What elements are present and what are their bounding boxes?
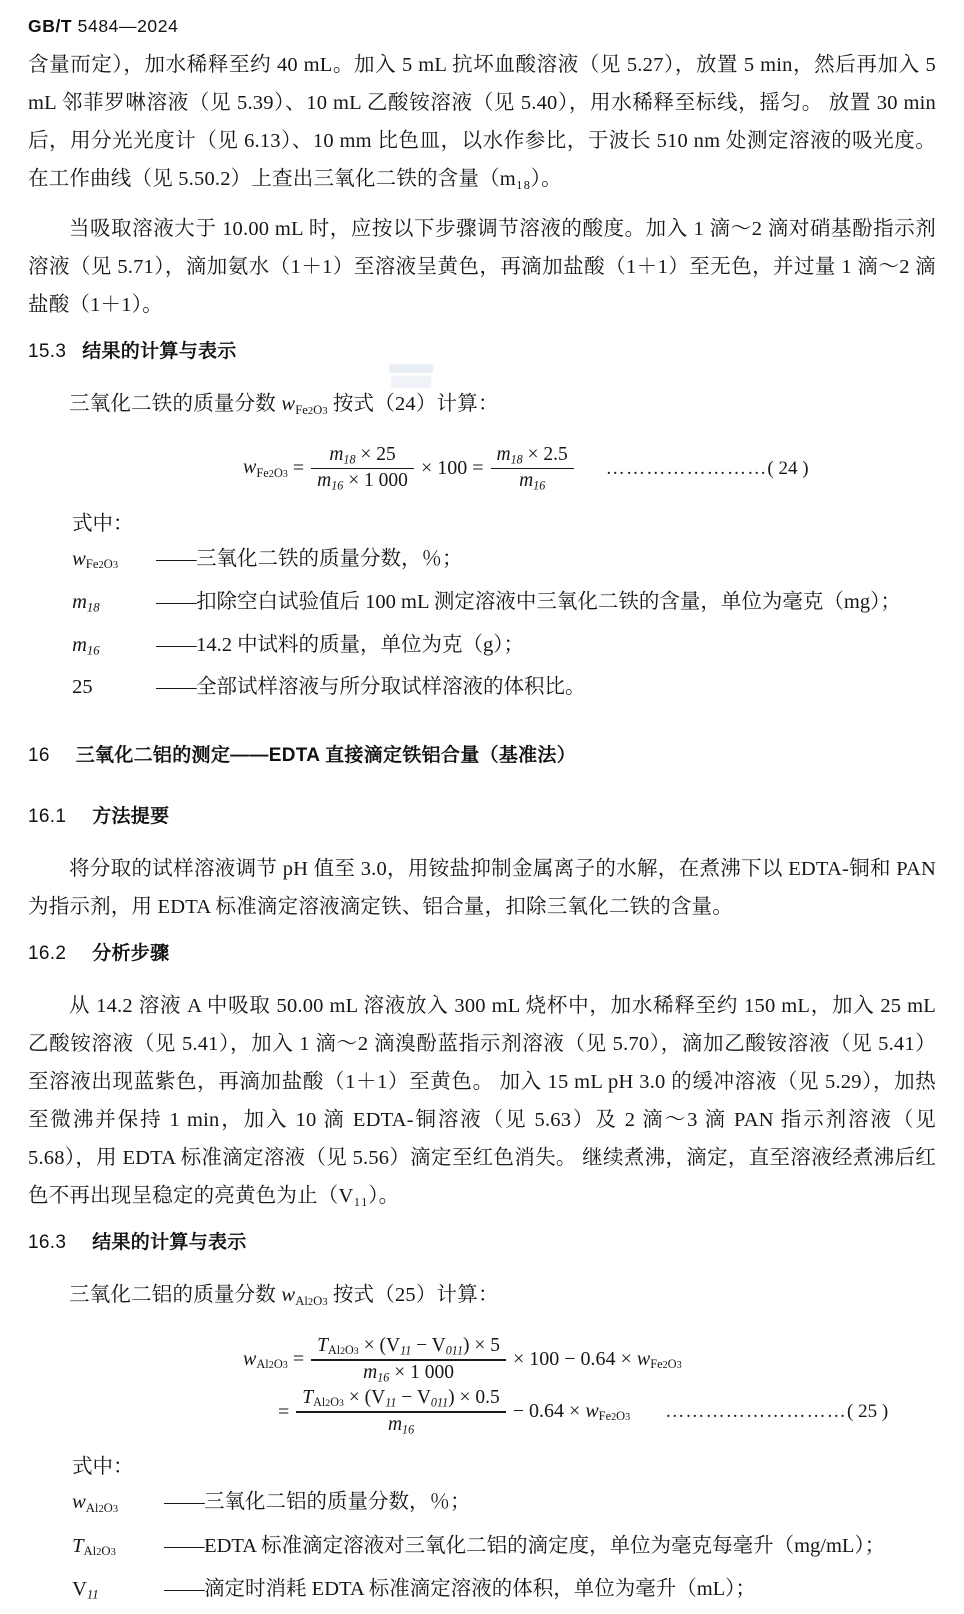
lead-in-suffix: 按式（24）计算： <box>327 393 499 415</box>
definition-dash: —— <box>156 633 197 656</box>
clause-number-16-2: 16.2 <box>28 943 67 965</box>
equation-24-mid-operator: × 100 = <box>420 457 484 480</box>
clause-number-16-1: 16.1 <box>28 806 67 828</box>
equals-sign: = <box>292 1348 305 1371</box>
standard-code: GB/T <box>28 16 73 36</box>
paragraph-16-2-text: 从 14.2 溶液 A 中吸取 50.00 mL 溶液放入 300 mL 烧杯中，加水稀释至约 150 mL，加入 25 mL 乙酸铵溶液（见 5.41），加入 1 滴～2 滴溴酚蓝指示剂溶液（见 5.70），滴加乙酸铵溶液（见 5.41）至溶液出现蓝紫色，再滴加盐酸（1＋1）至黄色。 加入 15 mL pH 3.0 的缓冲溶液（见 5.29），加热至微沸并保持 1 min，加入 10 滴 EDTA-铜溶液（见 5.63）及 2 滴～3 滴 PAN 指示剂溶液（见 5.68），用 EDTA 标准滴定溶液（见 5.56）滴定至红色消失。 继续煮沸，滴定，直至溶液经煮沸后红色不再出现呈稳定的亮黄色为止（V₁₁）。 <box>28 995 936 1208</box>
definition-text: 全部试样溶液与所分取试样溶液的体积比。 <box>196 676 586 699</box>
definition-dash: —— <box>156 547 197 570</box>
clause-heading-15-3 <box>28 336 936 363</box>
clause-title-16: 三氧化二铝的测定——EDTA 直接滴定铁铝合量（基准法） <box>75 745 577 767</box>
spacer <box>28 324 936 336</box>
spacer <box>28 706 936 740</box>
clause-title-15-3: 结果的计算与表示 <box>82 341 237 362</box>
equation-25-line-1-tail: × $100 - 0.64 \times w_{Fe2O3}$ <box>513 1347 682 1372</box>
where-label-25: 式中： <box>72 1456 134 1479</box>
definition-item <box>28 627 936 670</box>
spacer <box>28 495 936 507</box>
equals-sign: = <box>292 457 305 480</box>
fraction-denominator: $m_{16}$ <box>387 1413 415 1437</box>
definition-list-25 <box>28 1484 936 1614</box>
equation-25-lead-in <box>28 1276 936 1322</box>
clause-title-16-1: 方法提要 <box>92 806 170 828</box>
definition-dash: —— <box>156 676 197 699</box>
equation-24-fraction-2 <box>491 443 574 495</box>
definition-text: 滴定时消耗 EDTA 标准滴定溶液的体积，单位为毫升（mL）； <box>204 1578 756 1601</box>
fraction-numerator: $m_{18} \times 2.5$ <box>496 443 568 466</box>
spacer <box>28 1254 936 1276</box>
equation-24-leader-dots: …………………… <box>605 457 768 479</box>
equation-24-lhs: $w_{Fe2O3}$ <box>243 456 288 480</box>
equation-24 <box>28 443 936 495</box>
definition-item <box>28 1571 936 1614</box>
definition-item <box>28 669 936 706</box>
spacer <box>28 965 936 987</box>
definition-symbol: $m_{16}$ <box>72 633 100 658</box>
fraction-numerator: $T_{Al2O3} \times (V_{11} - V_{011}) \times 5$ <box>317 1334 500 1358</box>
page-header <box>28 0 936 46</box>
equation-24-number: ( 24 ) <box>767 457 809 479</box>
definition-text: 扣除空白试验值后 100 mL 测定溶液中三氧化二铁的含量，单位为毫克（mg）； <box>196 591 901 614</box>
definition-symbol: $w_{Al2O3}$ <box>72 1491 119 1515</box>
lead-in-prefix: 三氧化二铝的质量分数 <box>69 1284 282 1307</box>
clause-number-16-3: 16.3 <box>28 1232 67 1254</box>
spacer <box>28 1438 936 1450</box>
definition-symbol: $T_{Al2O3}$ <box>72 1534 116 1559</box>
symbol-w-al2o3: $w_{Al2O3}$ <box>281 1284 328 1308</box>
paragraph-16-2-body <box>28 987 936 1215</box>
paragraph-acidity-adjustment <box>28 210 936 324</box>
definition-symbol: $w_{Fe2O3}$ <box>72 547 119 572</box>
equation-25-leader-dots: ……………………… <box>665 1401 847 1423</box>
spacer <box>28 767 936 801</box>
spacer <box>28 198 936 210</box>
fraction-denominator: $m_{16}$ <box>519 470 546 493</box>
paragraph-acidity-text: 当吸取溶液大于 10.00 mL 时，应按以下步骤调节溶液的酸度。加入 1 滴～2 滴对硝基酚指示剂溶液（见 5.71），滴加氨水（1＋1）至溶液呈黄色，再滴加盐酸（1＋1）至无色，并过量 1 滴～2 滴盐酸（1＋1）。 <box>28 218 936 316</box>
paragraph-16-1-body <box>28 850 936 926</box>
clause-number-16: 16 <box>28 745 50 767</box>
definition-list-24 <box>28 541 936 707</box>
clause-number-15-3: 15.3 <box>28 341 67 362</box>
equation-25-line-2 <box>28 1386 936 1438</box>
spacer <box>28 828 936 850</box>
fraction-numerator: $T_{Al2O3} \times (V_{11} - V_{011}) \times 0.5$ <box>302 1387 500 1410</box>
paragraph-16-1-text: 将分取的试样溶液调节 pH 值至 3.0，用铵盐抑制金属离子的水解，在煮沸下以 EDTA-铜和 PAN 为指示剂，用 EDTA 标准滴定溶液滴定铁、铝合量，扣除三氧化二铁的含量。 <box>28 858 936 919</box>
definition-dash: —— <box>164 1578 205 1601</box>
equation-25-fraction-1 <box>311 1334 506 1386</box>
spacer <box>28 926 936 938</box>
definition-dash: —— <box>164 1491 205 1514</box>
equation-25-line-2-tail: − $0.64 \times w_{Fe2O3}$ <box>512 1399 631 1424</box>
definition-dash: —— <box>164 1534 205 1557</box>
equation-25-fraction-2 <box>296 1386 505 1438</box>
where-label-24: 式中： <box>72 512 134 535</box>
spacer <box>28 431 936 443</box>
definition-item <box>28 1528 936 1572</box>
equals-sign: = <box>278 1400 290 1423</box>
clause-heading-16-3 <box>28 1227 936 1254</box>
definition-symbol: $V_{11}$ <box>72 1578 99 1602</box>
definition-item <box>28 541 936 585</box>
equation-25-lhs: $w_{Al2O3}$ <box>243 1347 288 1372</box>
clause-title-16-2: 分析步骤 <box>92 943 170 965</box>
definition-item <box>28 1484 936 1528</box>
definition-dash: —— <box>156 591 197 614</box>
clause-heading-16-1 <box>28 801 936 828</box>
definition-text: 三氧化二铝的质量分数，％； <box>204 1491 471 1514</box>
clause-title-16-3: 结果的计算与表示 <box>92 1232 247 1254</box>
definition-item <box>28 584 936 627</box>
equation-25-number: ( 25 ) <box>847 1401 889 1423</box>
definition-text: EDTA 标准滴定溶液对三氧化二铝的滴定度，单位为毫克每毫升（mg/mL）； <box>204 1534 886 1557</box>
spacer <box>28 1322 936 1334</box>
definition-text: 三氧化二铁的质量分数，％； <box>196 547 463 570</box>
standard-number: 5484—2024 <box>77 16 179 36</box>
fraction-denominator: $m_{16} \times 1$ 000 <box>317 470 408 493</box>
definition-text: 14.2 中试料的质量，单位为克（g）； <box>196 633 525 656</box>
definition-symbol: 25 <box>72 676 93 699</box>
lead-in-suffix: 按式（25）计算： <box>327 1284 499 1307</box>
lead-in-prefix: 三氧化二铁的质量分数 <box>69 393 282 415</box>
fraction-numerator: $m_{18} \times 25$ <box>329 443 396 466</box>
spacer <box>28 363 936 385</box>
fraction-denominator: $m_{16} \times 1$ 000 <box>363 1361 454 1385</box>
symbol-w-fe2o3: $w_{Fe2O3}$ <box>281 393 328 417</box>
clause-heading-16-2 <box>28 938 936 965</box>
clause-heading-16 <box>28 740 936 767</box>
spacer <box>28 1215 936 1227</box>
paragraph-continued-text: 含量而定），加水稀释至约 40 mL。加入 5 mL 抗坏血酸溶液（见 5.27），放置 5 min，然后再加入 5 mL 邻菲罗啉溶液（见 5.39）、10 mL 乙酸铵溶液（见 5.40），用水稀释至标线，摇匀。 放置 30 min 后，用分光光度计（见 6.13）、10 mm 比色皿，以水作参比，于波长 510 nm 处测定溶液的吸光度。 在工作曲线（见 5.50.2）上查出三氧化二铁的含量（m₁₈）。 <box>28 54 936 190</box>
equation-24-fraction-1 <box>311 443 414 495</box>
paragraph-continued <box>28 46 936 198</box>
equation-25-line-1 <box>28 1334 936 1386</box>
equation-24-lead-in <box>28 385 936 431</box>
definition-symbol: $m_{18}$ <box>72 591 100 615</box>
